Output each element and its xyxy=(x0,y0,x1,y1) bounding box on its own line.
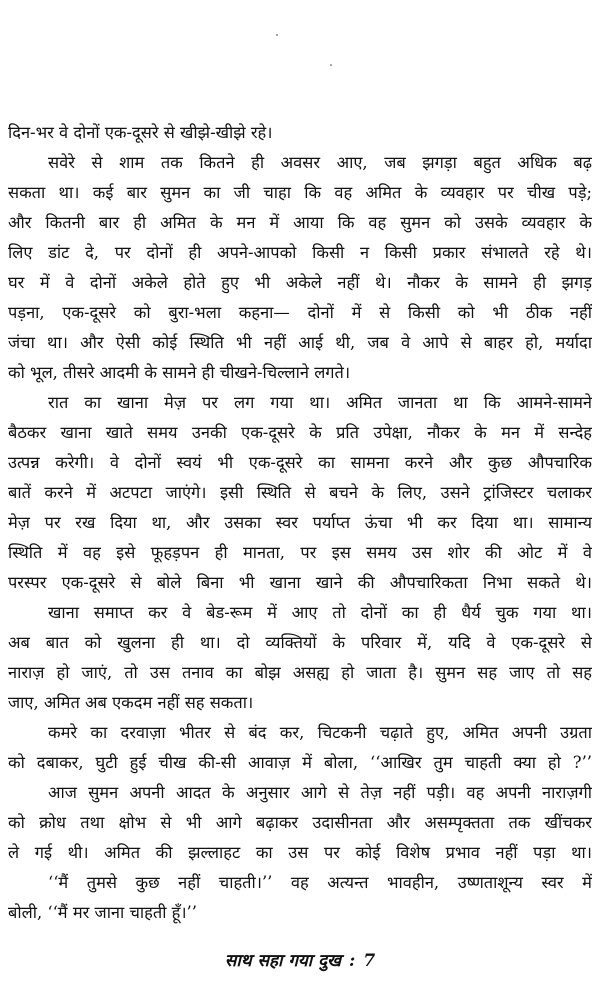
body-text xyxy=(8,118,592,928)
text-line: खाना समाप्त कर वे बेड-रूम में आए तो दोनों का ही धैर्य चुक गया था। xyxy=(48,603,592,622)
scan-speck xyxy=(276,34,278,36)
text-line: आज सुमन अपनी आदत के अनुसार आगे से तेज़ नहीं पड़ी। वह अपनी नाराज़गी xyxy=(48,783,592,802)
running-title: साथ सहा गया दुख xyxy=(224,951,342,971)
text-line: बातें करने में अटपटा जाएंगे। इसी स्थिति से बचने के लिए, उसने ट्रांजिस्टर चलाकर xyxy=(8,483,592,502)
text-line: जाए, अमित अब एकदम नहीं सह सकता। xyxy=(8,693,254,712)
text-line: जंचा था। और ऐसी कोई स्थिति भी नहीं आई थी, जब वे आपे से बाहर हो, मर्यादा xyxy=(8,333,592,352)
text-line: कमरे का दरवाज़ा भीतर से बंद कर, चिटकनी चढ़ाते हुए, अमित अपनी उग्रता xyxy=(48,723,592,742)
page-footer xyxy=(0,948,600,971)
text-line: को क्रोध तथा क्षोभ से भी आगे बढ़ाकर उदासीनता और असम्पृक्तता तक खींचकर xyxy=(8,813,592,832)
text-line: दिन-भर वे दोनों एक-दूसरे से खीझे-खीझे रहे। xyxy=(8,123,273,142)
text-line: घर में वे दोनों अकेले होते हुए भी अकेले नहीं थे। नौकर के सामने ही झगड़ xyxy=(8,273,592,292)
text-line: और कितनी बार ही अमित के मन में आया कि वह सुमन को उसके व्यवहार के xyxy=(8,213,592,232)
text-line: पड़ना, एक-दूसरे को बुरा-भला कहना— दोनों में से किसी को भी ठीक नहीं xyxy=(8,303,592,322)
text-line: लिए डांट दे, पर दोनों ही अपने-आपको किसी न किसी प्रकार संभालते रहे थे। xyxy=(8,243,592,262)
text-line: नाराज़ हो जाएं, तो उस तनाव का बोझ असह्य हो जाता है। सुमन सह जाए तो सह xyxy=(8,663,592,682)
text-line: ‘‘मैं तुमसे कुछ नहीं चाहती।’’ वह अत्यन्त भावहीन, उष्णताशून्य स्वर में xyxy=(48,873,592,892)
text-line: रात का खाना मेज़ पर लग गया था। अमित जानता था कि आमने-सामने xyxy=(48,393,592,412)
text-line: मेज़ पर रख दिया था, और उसका स्वर पर्याप्त ऊंचा भी कर दिया था। सामान्य xyxy=(8,513,592,532)
text-line: बोली, ‘‘मैं मर जाना चाहती हूँ।’’ xyxy=(8,903,197,922)
text-line: सकता था। कई बार सुमन का जी चाहा कि वह अमित के व्यवहार पर चीख पड़े; xyxy=(8,183,592,202)
footer-separator: : xyxy=(349,951,356,971)
page-number: 7 xyxy=(363,951,376,971)
text-line: परस्पर एक-दूसरे से बोले बिना भी खाना खाने की औपचारिकता निभा सकते थे। xyxy=(8,573,592,592)
text-line: को भूल, तीसरे आदमी के सामने ही चीखने-चिल्लाने लगते। xyxy=(8,363,351,382)
text-line: सवेरे से शाम तक कितने ही अवसर आए, जब झगड़ा बहुत अधिक बढ़ xyxy=(48,153,592,172)
text-line: बैठकर खाना खाते समय उनकी एक-दूसरे के प्रति उपेक्षा, नौकर के मन में सन्देह xyxy=(8,423,592,442)
text-line: को दबाकर, घुटी हुई चीख की-सी आवाज़ में बोला, ‘‘आखिर तुम चाहती क्या हो ?’’ xyxy=(8,753,592,772)
text-line: ले गई थी। अमित की झल्लाहट का उस पर कोई विशेष प्रभाव नहीं पड़ा था। xyxy=(8,843,592,862)
scan-speck xyxy=(330,64,332,66)
text-line: अब बात को खुलना ही था। दो व्यक्तियों के परिवार में, यदि वे एक-दूसरे से xyxy=(8,633,592,652)
text-line: उत्पन्न करेगी। वे दोनों स्वयं भी एक-दूसरे का सामना करने और कुछ औपचारिक xyxy=(8,453,592,472)
text-line: स्थिति में वह इसे फूहड़पन ही मानता, पर इस समय उस शोर की ओट में वे xyxy=(8,543,592,562)
